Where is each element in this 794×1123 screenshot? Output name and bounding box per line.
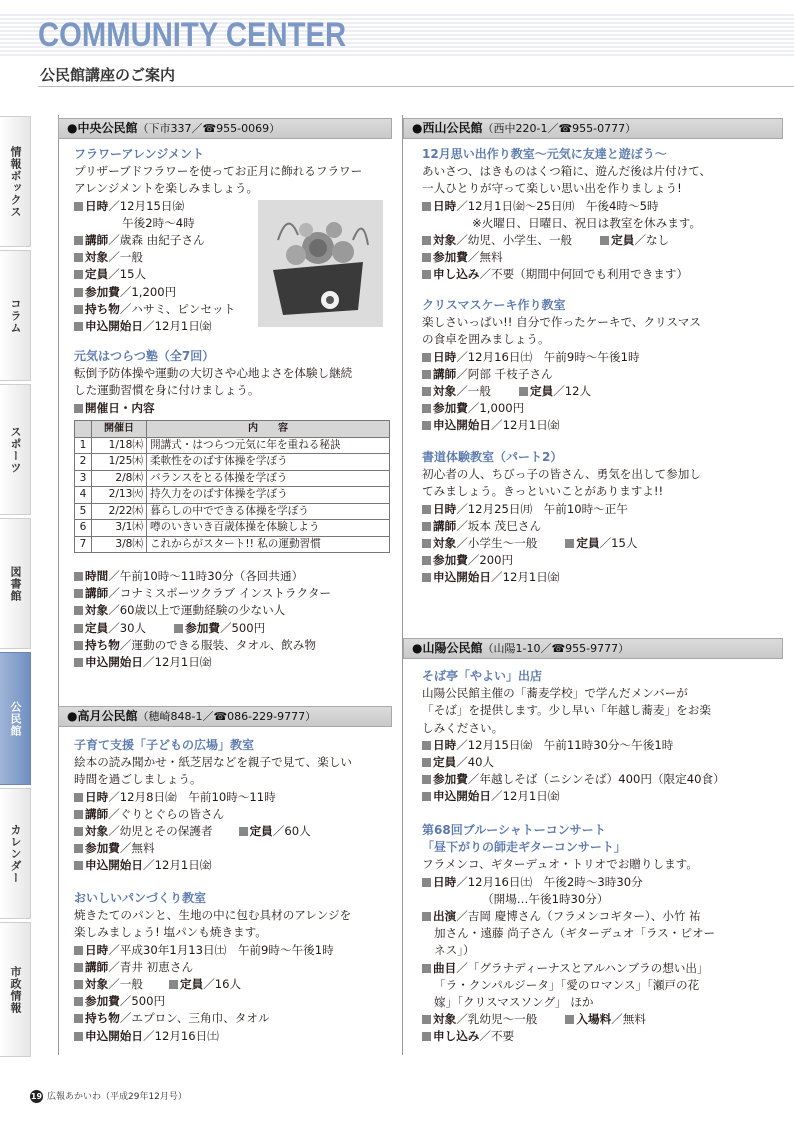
table-cell: 1 xyxy=(75,437,92,454)
course-title: 第68回ブルーシャトーコンサート xyxy=(422,823,606,837)
course-title: そば亭「やよい」出店 xyxy=(422,669,543,683)
table-cell: 3 xyxy=(75,470,92,487)
page-footer xyxy=(30,1089,187,1103)
table-cell: 2/13㈫ xyxy=(92,487,147,504)
table-cell: 5 xyxy=(75,503,92,520)
left-column-rule xyxy=(58,115,59,1055)
table-row xyxy=(75,536,390,553)
course-title: 元気はつらつ塾（全7回） xyxy=(74,349,215,363)
course-subtitle: 「昼下がりの師走ギターコンサート」 xyxy=(422,840,626,855)
side-tab-library[interactable]: 図書館 xyxy=(0,518,31,649)
table-row xyxy=(75,503,390,520)
table-cell: 2/8㈭ xyxy=(92,470,147,487)
table-cell: 6 xyxy=(75,520,92,537)
publication-name: 広報あかいわ（平成29年12月号） xyxy=(47,1092,187,1102)
nishiyama-course-memories: 12月思い出作り教室～元気に友達と遊ぼう～ あいさつ、はきものはくつ箱に、遊んだ後は片付けて、 一人ひとりが守って楽しい思い出を作りましょう! 日時／12月1日㈮～25日㈪ 午後4時～5時 ※火曜日、日曜日、祝日は教室を休みます。 対象／幼児、小学生、一般 定員／なし 参加費／無料 申し込み／不要（期間中何回でも利用できます） xyxy=(422,147,712,282)
side-tab-community-center[interactable]: 公民館 xyxy=(0,652,31,785)
table-row xyxy=(75,470,390,487)
chuo-course-genki-details: 時間／午前10時～11時30分（各回共通） 講師／コナミスポーツクラブ インストラクター 対象／60歳以上で運動経験の少ない人 定員／30人 参加費／500円 持ち物／運動のできる服装、タオル、飲み物 申込開始日／12月1日㈮ xyxy=(74,568,331,671)
side-tab-sports[interactable]: スポーツ xyxy=(0,384,31,515)
chuo-course-flower: フラワーアレンジメント プリザーブドフラワーを使ってお正月に飾れるフラワー アレンジメントを楽しみましょう。 日時／12月15日㈮ 午後2時～4時 講師／歳森 由紀子さん 対象／一般 定員／15人 参加費／1,200円 持ち物／ハサミ、ピンセット 申込開始日／12月1日㈮ xyxy=(74,147,363,334)
table-cell: 開講式・はつらつ元気に年を重ねる秘訣 xyxy=(147,437,390,454)
divider xyxy=(38,86,794,87)
sanyo-center-header: ●山陽公民館（山陽1-10／☎955-9777） xyxy=(403,638,783,659)
table-cell: 7 xyxy=(75,536,92,553)
nishiyama-course-cake: クリスマスケーキ作り教室 楽しさいっぱい!! 自分で作ったケーキで、クリスマス の食卓を囲みましょう。 日時／12月16日㈯ 午前9時～午後1時 講師／阿部 千枝子さん 対象／一般 定員／12人 参加費／1,000円 申込開始日／12月1日㈮ xyxy=(422,298,701,433)
flower-arrangement-photo xyxy=(258,200,383,327)
table-cell: 4 xyxy=(75,487,92,504)
course-title: クリスマスケーキ作り教室 xyxy=(422,298,566,312)
table-cell: 2/22㈭ xyxy=(92,503,147,520)
page-subtitle: 公民館講座のご案内 xyxy=(40,66,176,84)
table-cell: バランスをとる体操を学ぼう xyxy=(147,470,390,487)
table-cell: 3/1㈭ xyxy=(92,520,147,537)
side-tab-city-info[interactable]: 市政情報 xyxy=(0,922,31,1057)
bullet-square xyxy=(74,202,83,211)
side-tab-info-box[interactable]: 情報ボックス xyxy=(0,116,31,247)
table-row xyxy=(75,487,390,504)
table-cell: 噂のいきいき百歳体操を体験しよう xyxy=(147,520,390,537)
takatsuki-course-bread: おいしいパンづくり教室 焼きたてのパンと、生地の中に包む具材のアレンジを 楽しみましょう! 塩パンも焼きます。 日時／平成30年1月13日㈯ 午前9時～午後1時 講師／青井 初恵さん 対象／一般 定員／16人 参加費／500円 持ち物／エプロン、三角巾、タオル 申込開始日／12月16日㈯ xyxy=(74,891,352,1043)
table-row xyxy=(75,437,390,454)
course-title: 12月思い出作り教室～元気に友達と遊ぼう～ xyxy=(422,147,667,161)
table-cell: 暮らしの中でできる体操を学ぼう xyxy=(147,503,390,520)
side-tab-column[interactable]: コラム xyxy=(0,250,31,381)
page-number: 19 xyxy=(30,1092,43,1101)
right-column-rule xyxy=(402,115,403,1055)
nishiyama-center-header: ●西山公民館（西中220-1／☎955-0777） xyxy=(403,118,783,139)
table-cell: 1/25㈭ xyxy=(92,454,147,471)
table-cell: 1/18㈭ xyxy=(92,437,147,454)
table-header-row: 開催日 内 容 xyxy=(75,421,390,438)
table-row xyxy=(75,520,390,537)
table-cell: これからがスタート!! 私の運動習慣 xyxy=(147,536,390,553)
chuo-course-genki: 元気はつらつ塾（全7回） 転倒予防体操や運動の大切さや心地よさを体験し継続 した運動習慣を身に付けましょう。 開催日・内容 xyxy=(74,349,353,415)
course-title: フラワーアレンジメント xyxy=(74,147,204,161)
table-cell: 2 xyxy=(75,454,92,471)
side-tab-calendar[interactable]: カレンダー xyxy=(0,788,31,919)
table-cell: 柔軟性をのばす体操を学ぼう xyxy=(147,454,390,471)
course-title: 子育て支援「子どもの広場」教室 xyxy=(74,738,255,752)
table-row xyxy=(75,454,390,471)
schedule-table xyxy=(74,420,390,553)
takatsuki-course-kids: 子育て支援「子どもの広場」教室 絵本の読み聞かせ・紙芝居などを親子で見て、楽しい 時間を過ごしましょう。 日時／12月8日㈮ 午前10時～11時 講師／ぐりとぐらの皆さん 対象／幼児とその保護者 定員／60人 参加費／無料 申込開始日／12月1日㈮ xyxy=(74,738,353,873)
sanyo-course-concert: 第68回ブルーシャトーコンサート 「昼下がりの師走ギターコンサート」 フラメンコ、ギターデュオ・トリオでお贈りします。 日時／12月16日㈯ 午後2時～3時30分 （開場…午後1時30分） 出演／吉岡 慶博さん（フラメンコギター）、小竹 祐 加さん・遠藤 尚子さん（ギターデュオ「ラス・ピオー ネス」） 曲目／「グラナディーナスとアルハンブラの想い出」 「ラ・クンパルジータ」「愛のロマンス」「瀬戸の花 嫁」「クリスマスソング」 ほか 対象／乳幼児～一般 入場料／無料 申し込み／不要 xyxy=(422,823,716,1044)
table-cell: 3/8㈭ xyxy=(92,536,147,553)
chuo-center-header: ●中央公民館（下市337／☎955-0069） xyxy=(58,118,392,139)
course-title: 書道体験教室（パート2） xyxy=(422,450,563,464)
page-title: COMMUNITY CENTER xyxy=(38,16,347,54)
nishiyama-course-calligraphy: 書道体験教室（パート2） 初心者の人、ちびっ子の皆さん、勇気を出して参加し てみましょう。きっといいことがありますよ!! 日時／12月25日㈪ 午前10時～正午 講師／坂本 茂巳さん 対象／小学生～一般 定員／15人 参加費／200円 申込開始日／12月1日㈮ xyxy=(422,450,701,585)
takatsuki-center-header: ●高月公民館（穂崎848-1／☎086-229-9777） xyxy=(58,706,392,727)
sanyo-course-soba: そば亭「やよい」出店 山陽公民館主催の「蕎麦学校」で学んだメンバーが 「そば」を提供します。少し早い「年越し蕎麦」をお楽 しみください。 日時／12月15日㈮ 午前11時30分～午後1時 定員／40人 参加費／年越しそば（ニシンそば）400円（限定40食） 申込開始日／12月1日㈮ xyxy=(422,669,725,804)
table-cell: 持久力をのばす体操を学ぼう xyxy=(147,487,390,504)
course-title: おいしいパンづくり教室 xyxy=(74,891,207,905)
